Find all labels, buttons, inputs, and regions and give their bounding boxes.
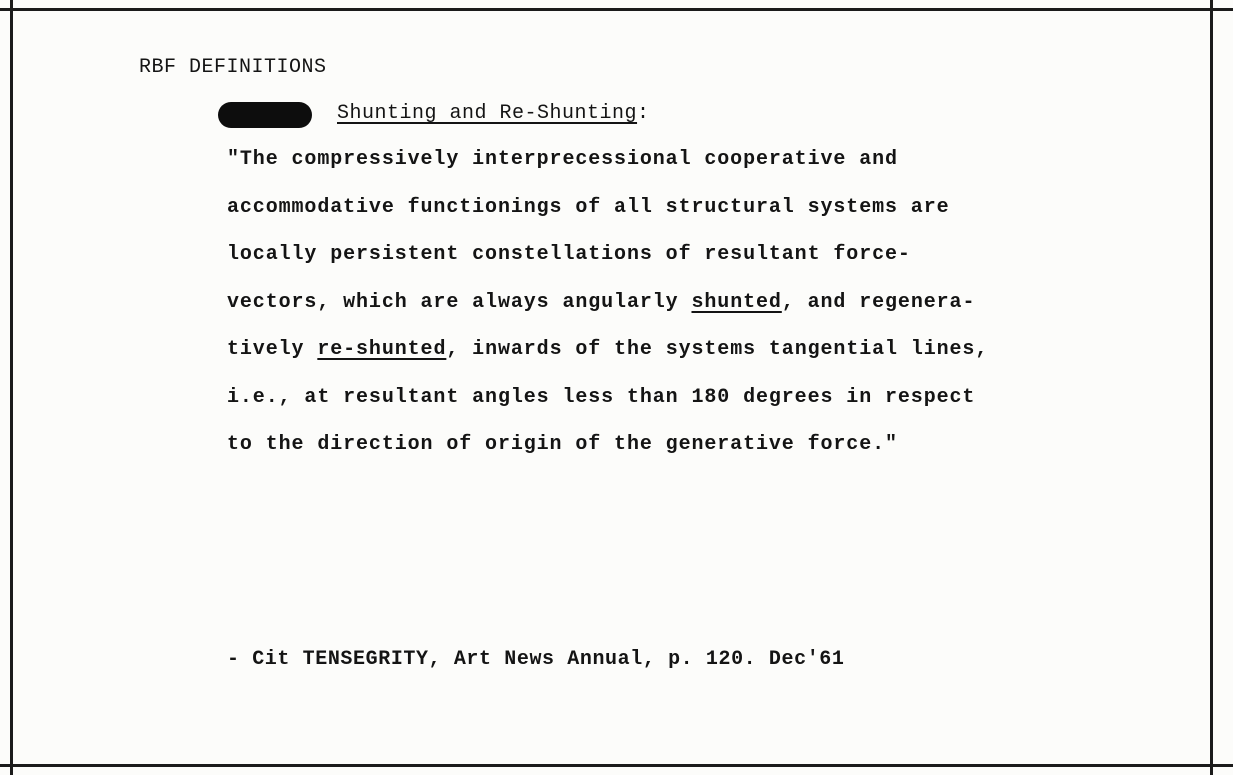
- section-title-text: Shunting and Re-Shunting: [337, 102, 638, 125]
- quote-text: vectors, which are always angularly: [227, 290, 692, 314]
- section-title: [337, 102, 650, 125]
- quote-text: i.e., at resultant angles less than 180 degrees in respect: [227, 385, 976, 409]
- section-title-colon: :: [637, 102, 650, 125]
- quote-line: [227, 243, 911, 266]
- quote-line: [227, 338, 988, 361]
- quote-text: , and regenera-: [781, 290, 976, 314]
- card-left-border: [10, 0, 13, 775]
- quote-line: [227, 148, 898, 171]
- quote-text: accommodative functionings of all structural systems are: [227, 195, 950, 219]
- quote-line: [227, 386, 975, 409]
- quote-line: [227, 433, 898, 456]
- quote-text: , inwards of the systems tangential lines,: [446, 338, 989, 361]
- card-top-border: [0, 8, 1233, 11]
- underlined-term: re-shunted: [317, 338, 447, 361]
- quote-text: "The compressively interprecessional cooperative and: [227, 148, 898, 171]
- card-right-border: [1210, 0, 1213, 775]
- quote-line: [227, 196, 950, 219]
- citation: - Cit TENSEGRITY, Art News Annual, p. 120. Dec'61: [227, 648, 845, 671]
- quote-line: [227, 291, 975, 314]
- underlined-term: shunted: [691, 290, 782, 314]
- quote-text: locally persistent constellations of resultant force-: [227, 243, 911, 266]
- card-bottom-border: [0, 764, 1233, 767]
- quote-text: tively: [227, 338, 318, 361]
- card-heading: RBF DEFINITIONS: [139, 56, 327, 79]
- redaction-mark: [218, 102, 312, 128]
- quote-text: to the direction of origin of the generative force.": [227, 433, 898, 456]
